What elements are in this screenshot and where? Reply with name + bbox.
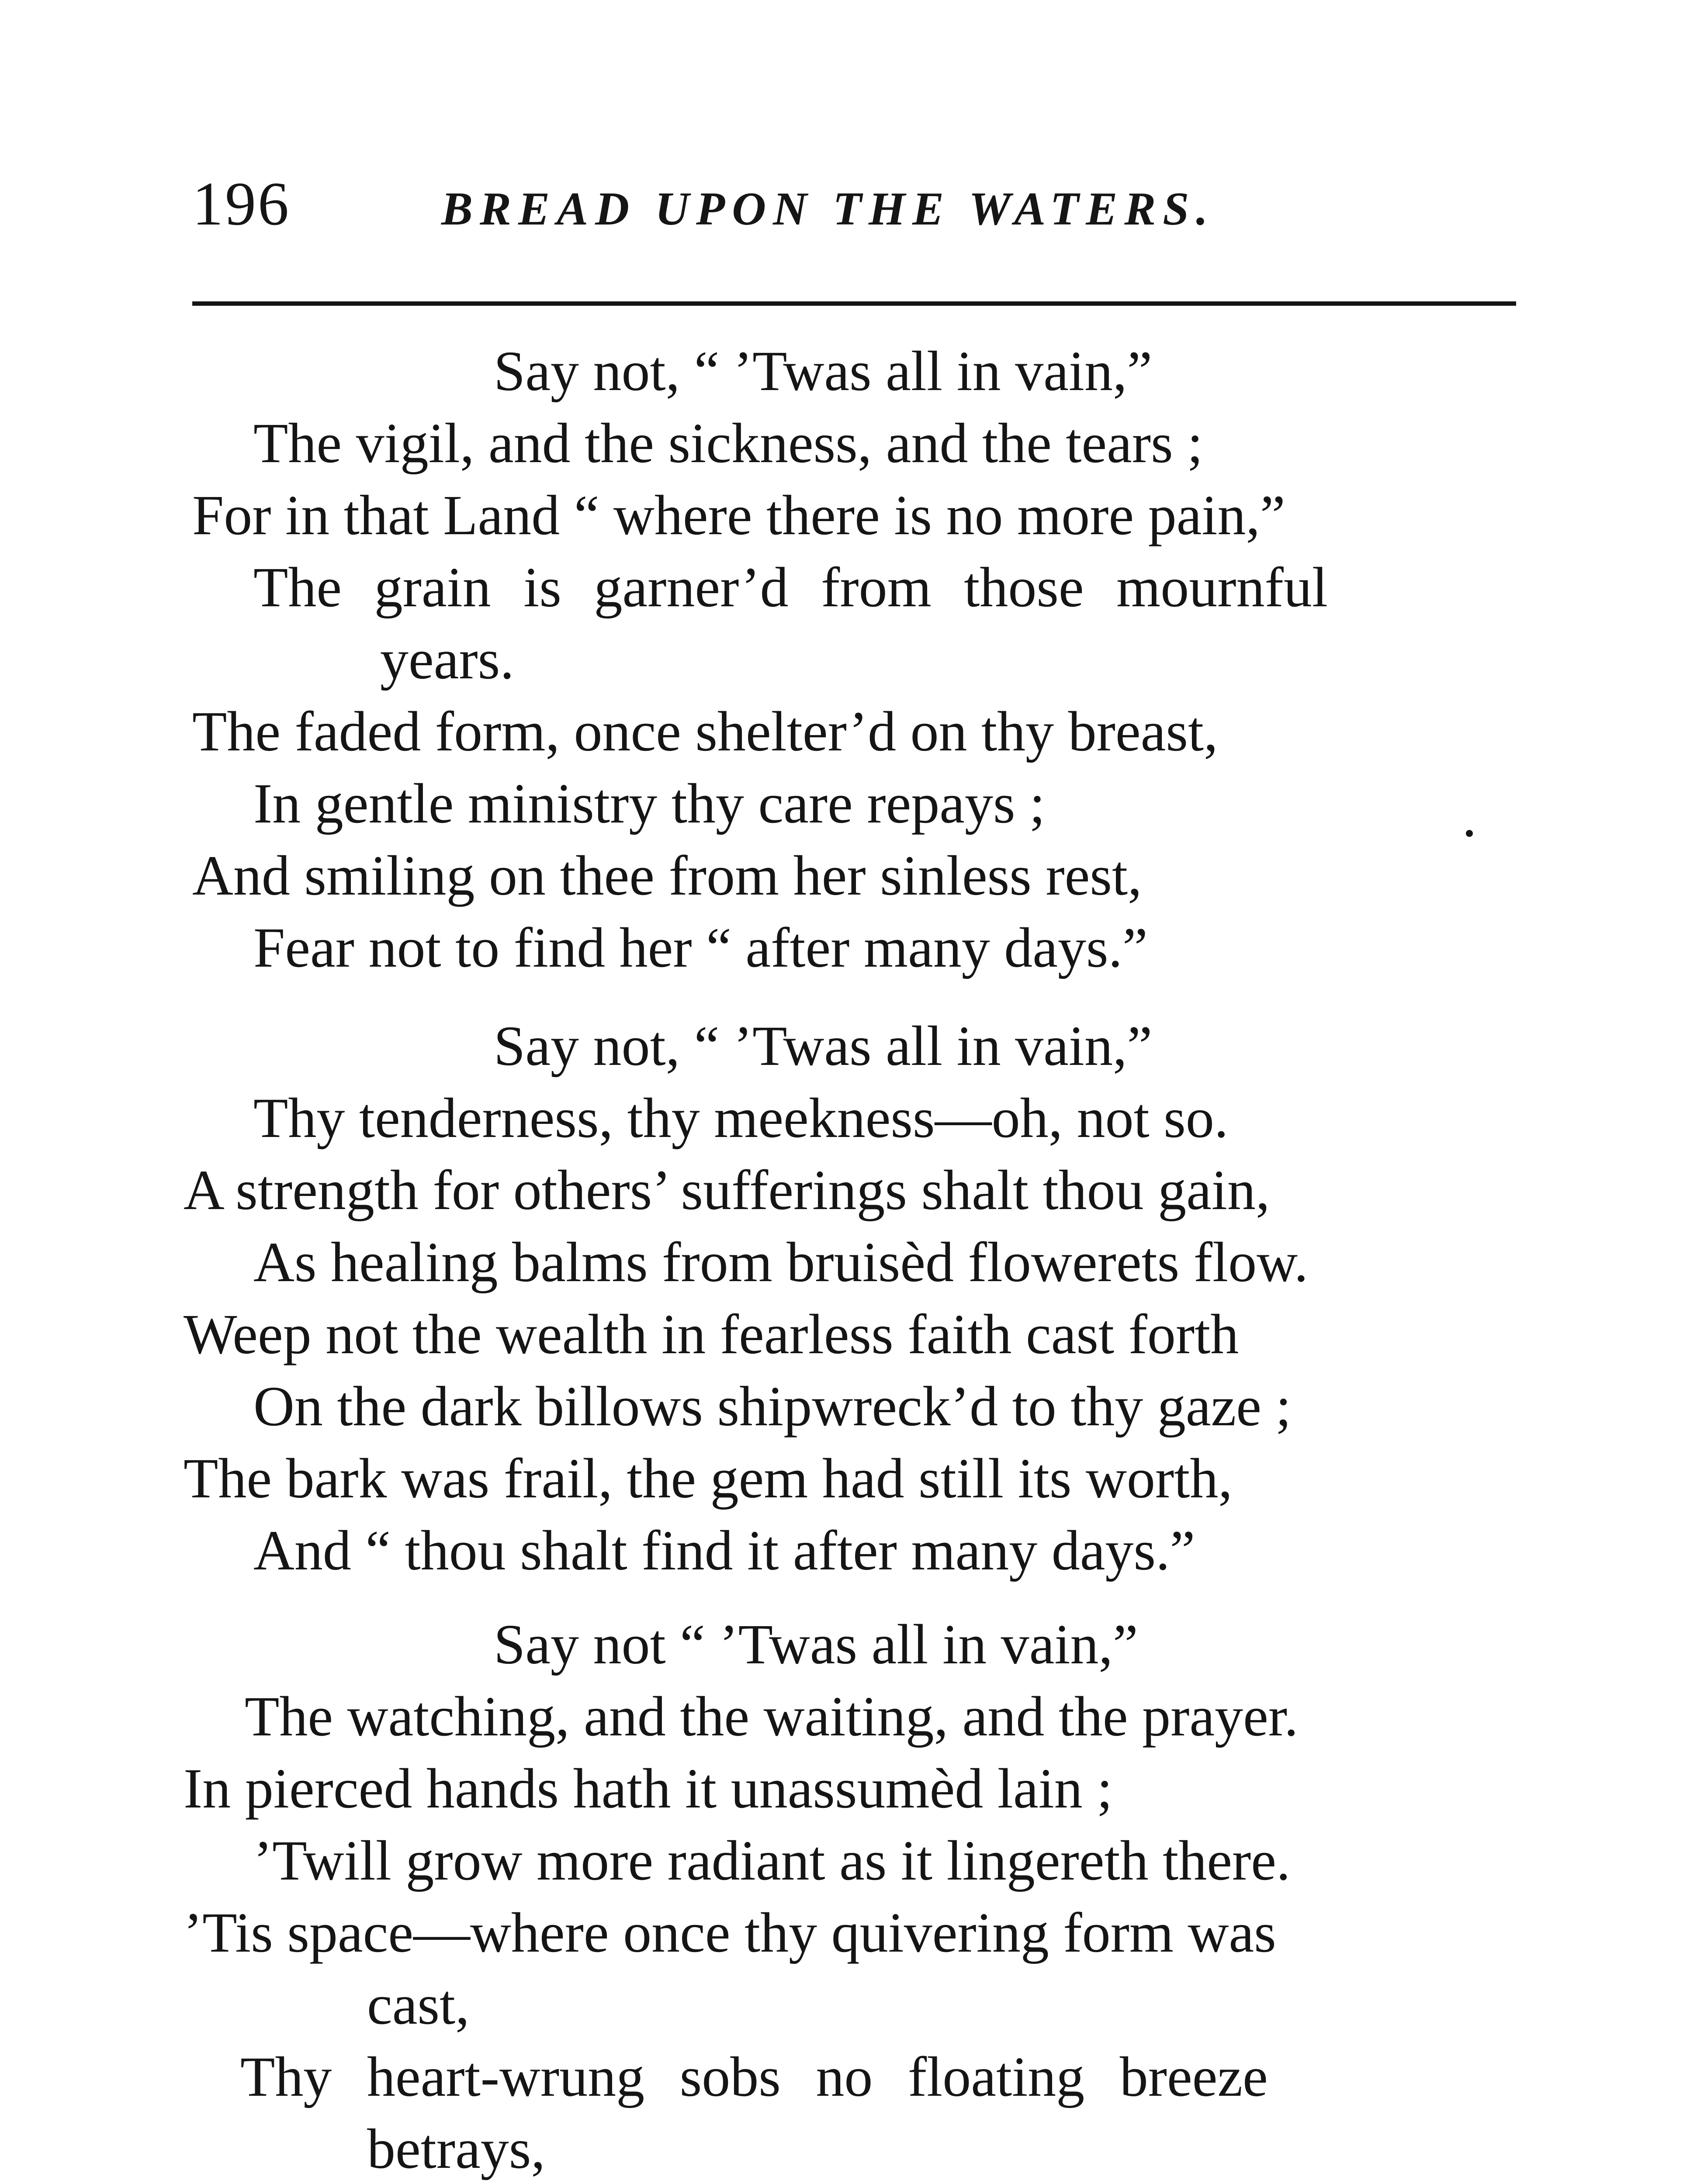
poem-line: As healing balms from bruisèd flowerets flow. bbox=[253, 1231, 1309, 1294]
poem-line: For in that Land “ where there is no more pain,” bbox=[192, 484, 1285, 547]
poem-line: The watching, and the waiting, and the prayer. bbox=[245, 1685, 1299, 1748]
poem-line: ’Twill grow more radiant as it lingereth there. bbox=[253, 1829, 1291, 1892]
poem-line: Weep not the wealth in fearless faith cast forth bbox=[184, 1303, 1239, 1366]
poem-line: The vigil, and the sickness, and the tears ; bbox=[253, 412, 1203, 475]
running-title: BREAD UPON THE WATERS. bbox=[441, 183, 1215, 235]
poem-line: Thy heart-wrung sobs no floating breeze bbox=[240, 2046, 1268, 2108]
poem-line: cast, bbox=[367, 1973, 470, 2036]
poem-line: Say not, “ ’Twas all in vain,” bbox=[494, 340, 1153, 403]
poem-line: In gentle ministry thy care repays ; bbox=[253, 772, 1046, 835]
poem-line: On the dark billows shipwreck’d to thy gaze ; bbox=[253, 1375, 1292, 1438]
poem-line: years. bbox=[380, 628, 514, 691]
poem-line: A strength for others’ sufferings shalt thou gain, bbox=[184, 1159, 1270, 1222]
poem-line: The grain is garner’d from those mournful bbox=[253, 556, 1328, 619]
poem-line: ’Tis space—where once thy quivering form was bbox=[184, 1901, 1276, 1964]
poem-line: The faded form, once shelter’d on thy breast, bbox=[192, 700, 1218, 763]
poem-line: betrays, bbox=[367, 2118, 545, 2181]
poem-line: Say not “ ’Twas all in vain,” bbox=[494, 1613, 1138, 1676]
poem-line: Say not, “ ’Twas all in vain,” bbox=[494, 1015, 1153, 1078]
poem-line: The bark was frail, the gem had still its worth, bbox=[184, 1447, 1233, 1510]
poem-line: Fear not to find her “ after many days.” bbox=[253, 916, 1148, 979]
poem-line: And smiling on thee from her sinless rest, bbox=[192, 844, 1142, 907]
ink-speck bbox=[1466, 830, 1473, 837]
page-number: 196 bbox=[192, 169, 291, 238]
poem-line: Thy tenderness, thy meekness—oh, not so. bbox=[253, 1087, 1229, 1150]
poem-line: In pierced hands hath it unassumèd lain ; bbox=[184, 1757, 1113, 1820]
poem-line: And “ thou shalt find it after many days.” bbox=[253, 1519, 1195, 1582]
